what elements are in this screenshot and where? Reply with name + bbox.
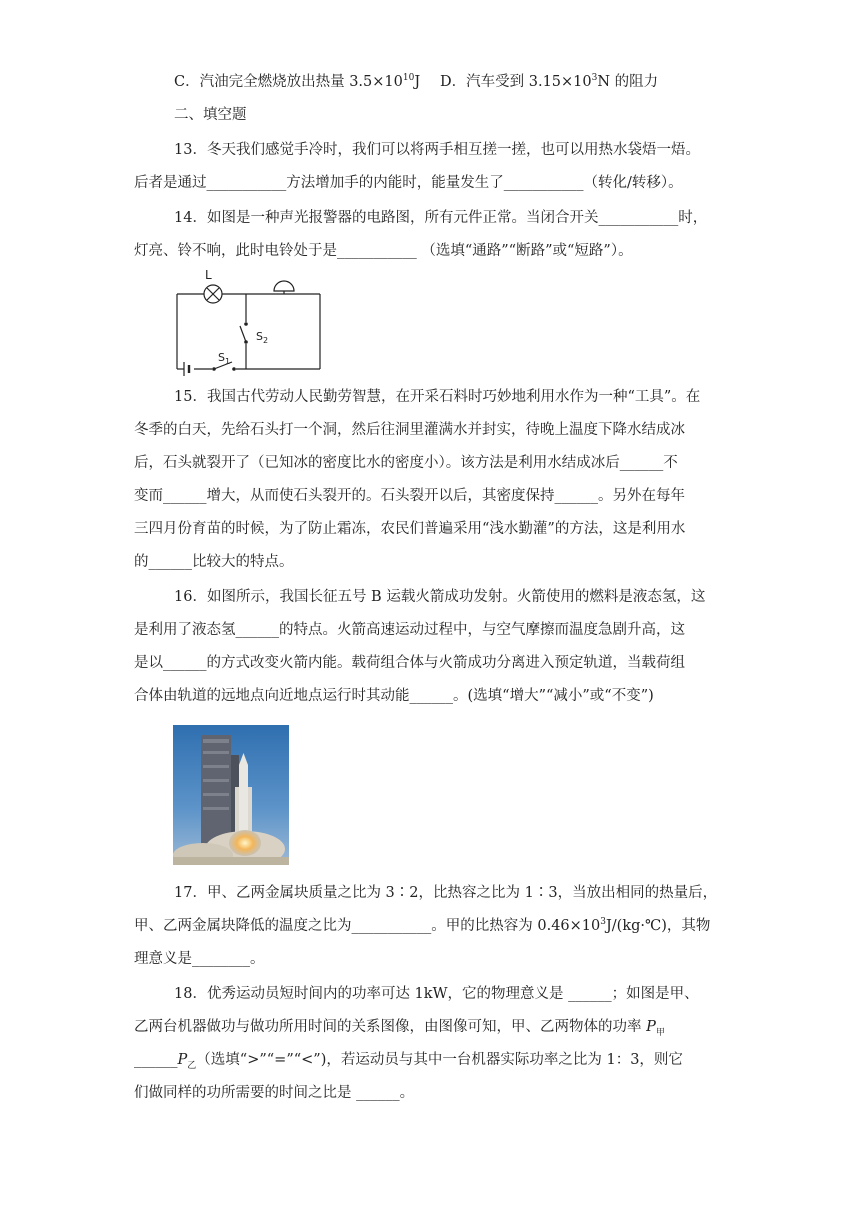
rocket-launch-photo xyxy=(173,725,289,865)
s2-label: $S_2$ xyxy=(256,330,269,345)
q14-line-1: 14．如图是一种声光报警器的电路图，所有元件正常。当闭合开关___________时， xyxy=(174,210,708,226)
q15-line-5: 三四月份育苗的时候，为了防止霜冻，农民们普遍采用“浅水勤灌”的方法，这是利用水 xyxy=(134,521,686,537)
s1-label: $S_1$ xyxy=(218,351,231,366)
q17-line-2: 甲、乙两金属块降低的温度之比为___________。甲的比热容为 $0.46\times 10^3J/(kg\cdot℃)$，其物 xyxy=(134,917,711,934)
q12-option-d: D．汽车受到 $3.15\times 10^3N$ 的阻力 xyxy=(440,73,659,90)
battery-symbol xyxy=(184,362,189,376)
q15-line-2: 冬季的白天，先给石头打一个洞，然后往洞里灌满水并封实，待晚上温度下降水结成冰 xyxy=(134,422,685,438)
lamp-symbol xyxy=(204,285,222,303)
q15-line-1: 15．我国古代劳动人民勤劳智慧，在开采石料时巧妙地利用水作为一种“工具”。在 xyxy=(174,389,701,405)
q18-line-4: 们做同样的功所需要的时间之比是 ______。 xyxy=(134,1085,415,1101)
switch-s2-symbol xyxy=(240,322,248,344)
q16-line-2: 是利用了液态氢______的特点。火箭高速运动过程中，与空气摩擦而温度急剧升高，这 xyxy=(134,622,685,638)
q15-line-3: 后，石头就裂开了（已知冰的密度比水的密度小）。该方法是利用水结成冰后______不 xyxy=(134,455,678,471)
q16-line-4: 合体由轨道的远地点向近地点运行时其动能______。(选填“增大”“减小”或“不变”) xyxy=(134,688,654,704)
section-heading: 二、填空题 xyxy=(174,107,247,123)
q17-line-1: 17．甲、乙两金属块质量之比为 3∶2，比热容之比为 1∶3，当放出相同的热量后， xyxy=(174,885,718,901)
q15-line-6: 的______比较大的特点。 xyxy=(134,554,294,570)
q13-line-1: 13．冬天我们感觉手冷时，我们可以将两手相互搓一搓，也可以用热水袋焐一焐。 xyxy=(174,142,700,158)
q16-line-3: 是以______的方式改变火箭内能。载荷组合体与火箭成功分离进入预定轨道，当载荷组 xyxy=(134,655,685,671)
bell-symbol xyxy=(274,281,294,294)
q18-line-2: 乙两台机器做功与做功所用时间的关系图像，由图像可知，甲、乙两物体的功率 $P_甲$ xyxy=(134,1019,665,1038)
q17-line-3: 理意义是________。 xyxy=(134,951,265,967)
q18-line-3: $\_\_\_\_\_\_P_乙$（选填“>”“=”“<”)，若运动员与其中一台机器实际功率之比为 1：3，则它 xyxy=(134,1052,683,1071)
q15-line-4: 变而______增大，从而使石头裂开的。石头裂开以后，其密度保持______。另外在每年 xyxy=(134,488,685,504)
q18-line-1: 18．优秀运动员短时间内的功率可达 1kW，它的物理意义是 ______；如图是甲、 xyxy=(174,986,699,1002)
lamp-label: L xyxy=(205,268,212,282)
q13-line-2: 后者是通过___________方法增加手的内能时，能量发生了___________（转化/转移）。 xyxy=(134,175,683,191)
q14-line-2: 灯亮、铃不响，此时电铃处于是___________ （选填“通路”“断路”或“短路”）。 xyxy=(134,243,633,259)
circuit-diagram xyxy=(170,266,330,378)
q12-option-c: C．汽油完全燃烧放出热量 $3.5\times 10^{10}J$ xyxy=(174,73,421,90)
q16-line-1: 16．如图所示，我国长征五号 B 运载火箭成功发射。火箭使用的燃料是液态氢，这 xyxy=(174,589,706,605)
